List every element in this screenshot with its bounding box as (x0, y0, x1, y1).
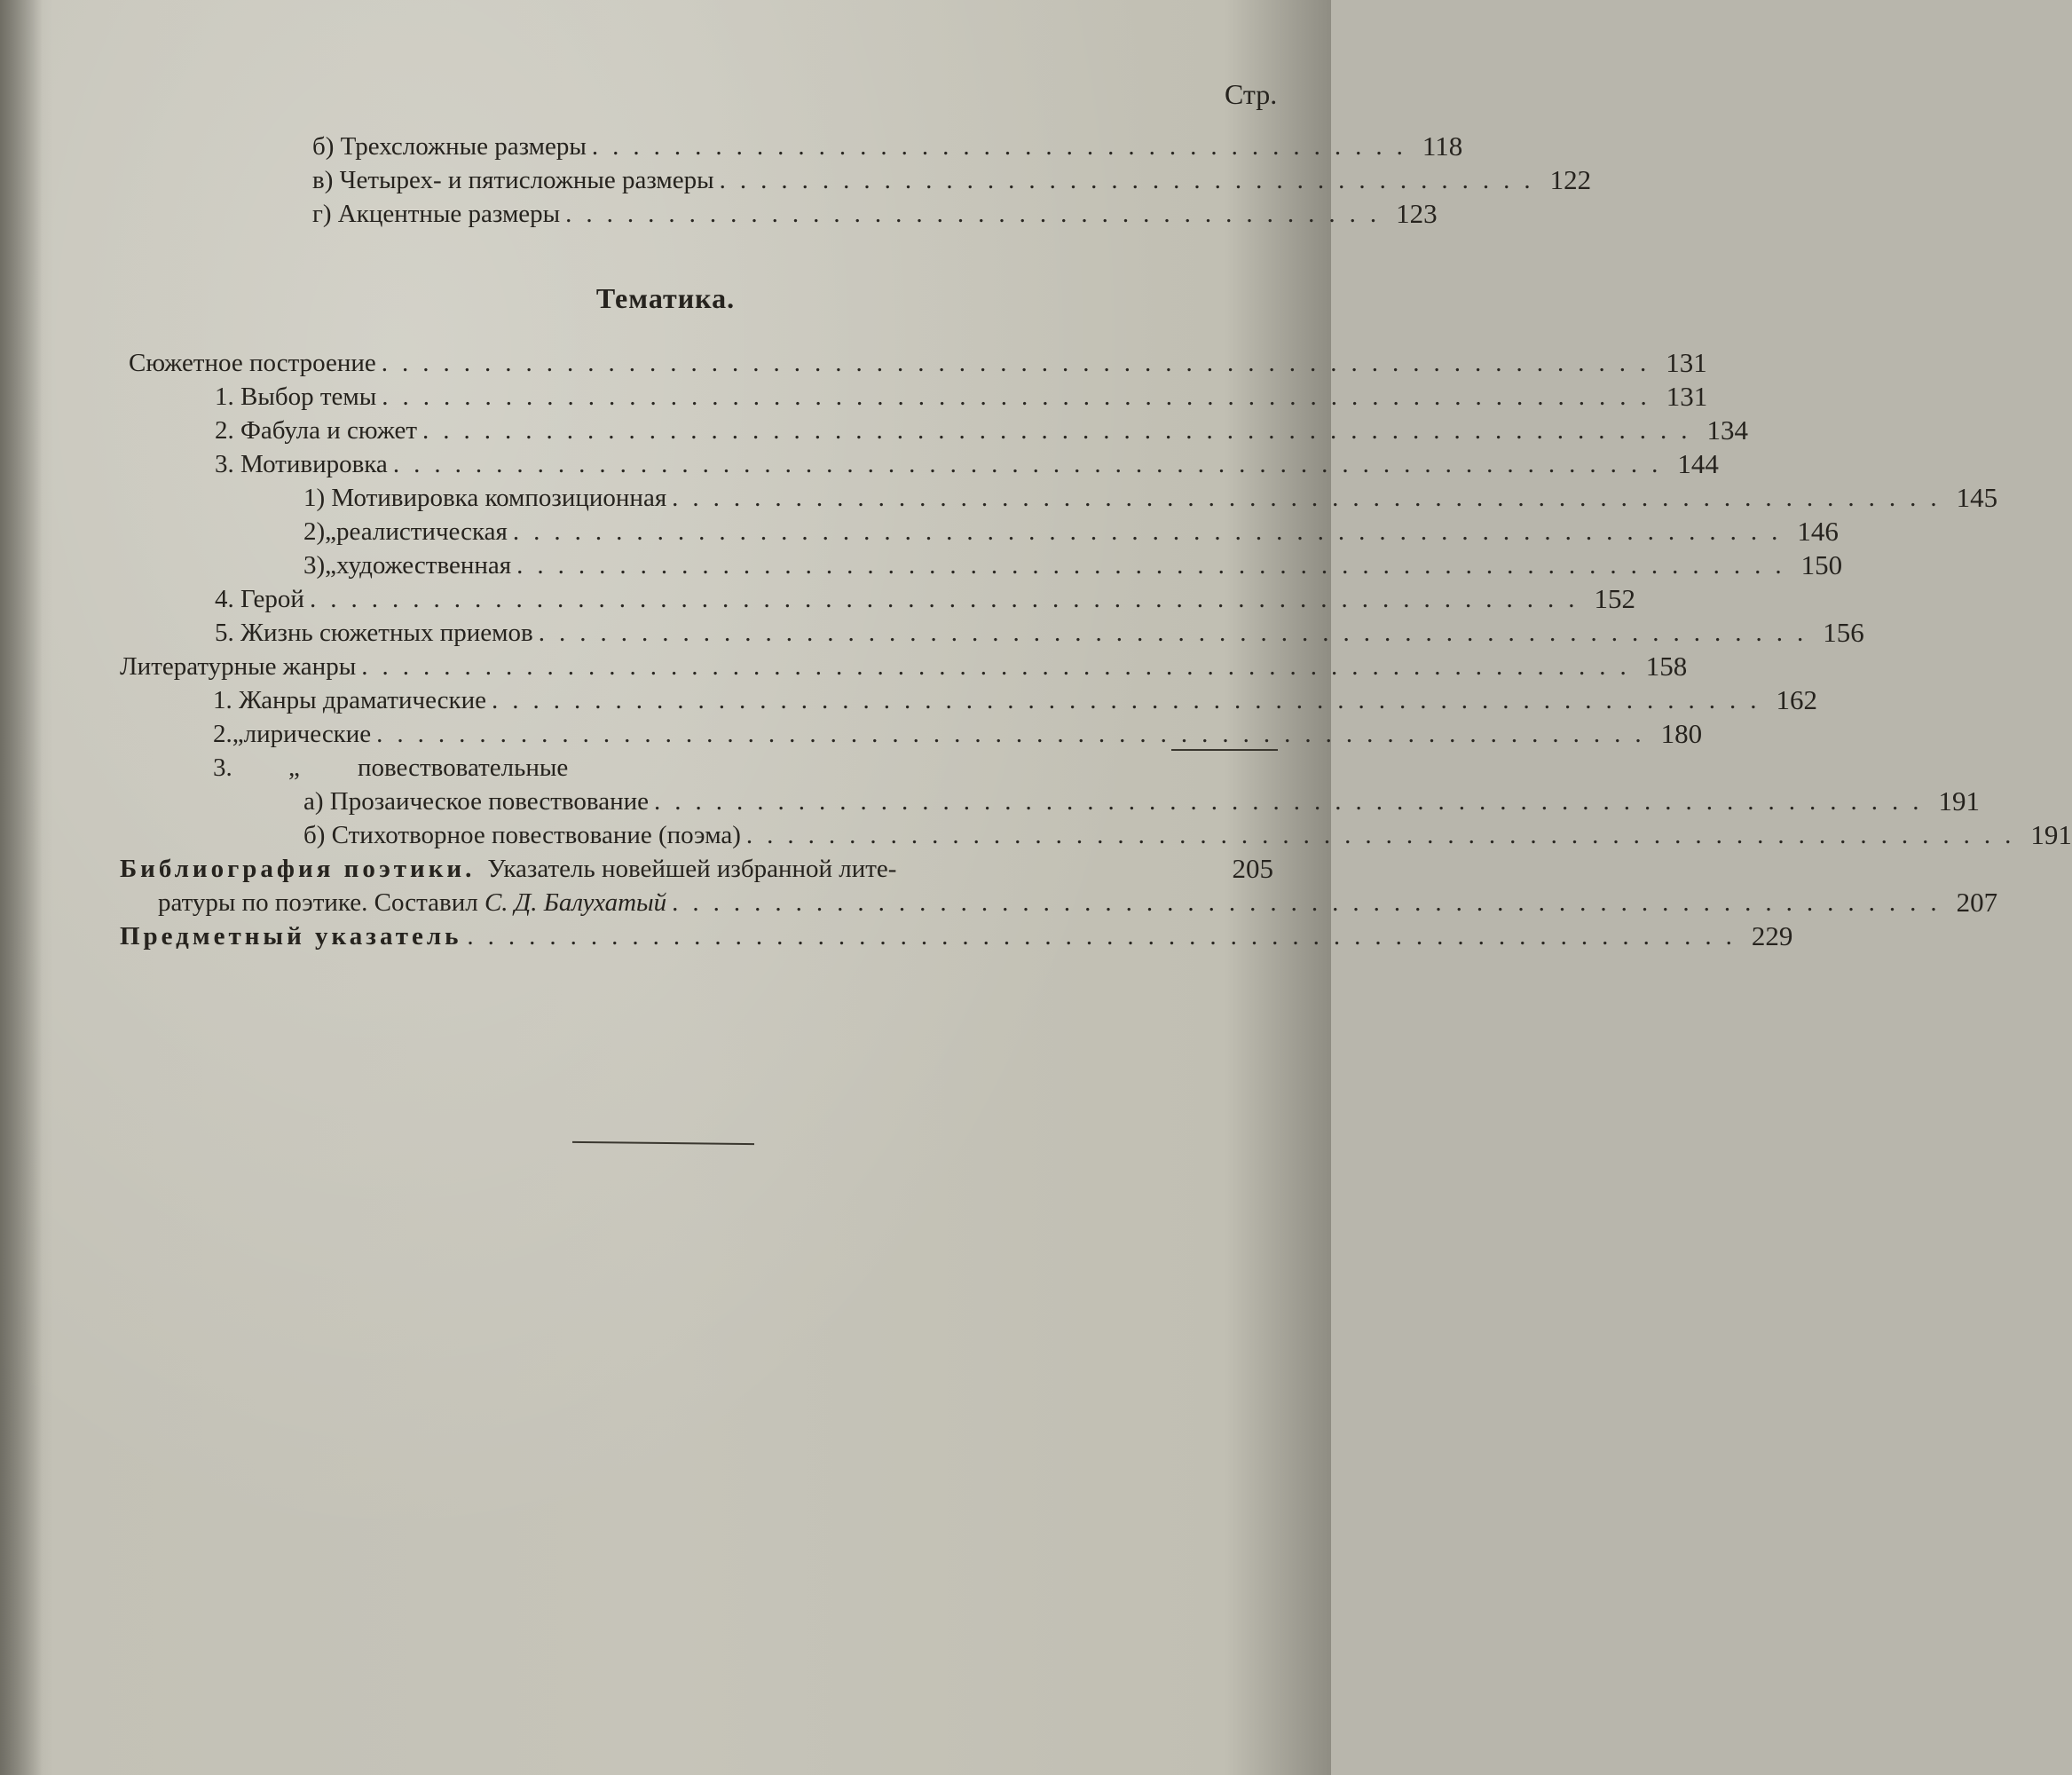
leader-dots: .............................................................. (538, 619, 1818, 647)
toc-entry-page: 150 (1800, 549, 1843, 580)
toc-entry-label: Сюжетное построение (129, 349, 376, 377)
toc-entry-motivation-realistic (303, 511, 1839, 547)
page-column-label: Стр. (1225, 78, 1278, 110)
toc-entry-four-five-syllable (312, 160, 1592, 195)
toc-entry-label: художественная (336, 551, 512, 580)
toc-entry-label: ратуры по поэтике. Составил (158, 888, 485, 917)
toc-entry-prose-narrative (303, 781, 1980, 816)
toc-entry-author: С. Д. Балухатый (484, 888, 667, 917)
toc-entry-label-spaced: Библиография поэтики. (120, 855, 476, 883)
toc-entry-hero (215, 579, 1635, 614)
toc-entry-number: 2. (213, 720, 232, 748)
leader-dots: .............................................................. (381, 349, 1661, 377)
ditto-mark: „ (325, 517, 337, 546)
toc-entry-page: 145 (1956, 482, 1998, 513)
toc-entry-page: 152 (1594, 583, 1635, 614)
toc-entry-label: 5. Жизнь сюжетных приемов (215, 619, 533, 647)
toc-entry-page: 180 (1660, 718, 1703, 749)
toc-entry-number: 3) (303, 551, 326, 580)
page-gutter-shadow (0, 0, 43, 1775)
toc-entry-trisyllabic (312, 126, 1463, 162)
toc-entry-page: 122 (1549, 164, 1592, 195)
toc-entry-plot-devices-life (215, 612, 1864, 648)
toc-entry-label: Литературные жанры (120, 652, 357, 681)
leader-dots: .............................................................. (516, 551, 1796, 580)
toc-entry-page: 156 (1823, 617, 1864, 648)
leader-dots: .............................................................. (382, 383, 1661, 411)
toc-entry-page: 162 (1776, 684, 1818, 715)
toc-entry-number: 2) (303, 517, 326, 546)
toc-entry-label: б) Стихотворное повествование (поэма) (303, 821, 741, 849)
toc-entry-label: 1. Выбор темы (215, 383, 377, 411)
toc-entry-theme-choice (215, 376, 1708, 412)
toc-entry-label: в) Четырех- и пятисложные размеры (312, 166, 714, 194)
leader-dots: .............................................................. (672, 484, 1951, 512)
toc-entry-label: 4. Герой (215, 585, 304, 613)
leader-dots: ........................................ (591, 132, 1417, 161)
toc-entry-page: 229 (1751, 920, 1793, 951)
toc-entry-label: лирические (243, 720, 372, 748)
toc-entry-page: 207 (1956, 887, 1998, 918)
toc-entry-label: а) Прозаическое повествование (303, 787, 649, 816)
leader-dots: .............................................................. (376, 720, 1656, 748)
leader-dots: .............................................................. (512, 517, 1792, 546)
toc-entry-accentual (312, 193, 1438, 229)
toc-entry-page: 158 (1645, 651, 1688, 682)
toc-entry-bibliography-cont (158, 882, 1998, 918)
section-heading: Тематика. (595, 282, 736, 314)
toc-entry-fabula (215, 410, 1749, 446)
toc-entry-page: 123 (1396, 198, 1438, 229)
leader-dots: .............................................................. (309, 585, 1589, 613)
toc-entry-genres (120, 646, 1688, 682)
toc-entry-page: 131 (1666, 381, 1708, 412)
leader-dots: .............................................................. (745, 821, 2026, 849)
toc-entry-label: повествовательные (358, 753, 569, 782)
toc-entry-plot (129, 343, 1707, 378)
toc-entry-verse-narrative (303, 815, 2072, 850)
toc-entry-label: б) Трехсложные размеры (312, 132, 587, 161)
toc-entry-motivation (215, 444, 1719, 479)
toc-entry-page: 205 (1232, 853, 1273, 884)
toc-entry-label: 1) Мотивировка композиционная (303, 484, 667, 512)
toc-entry-number: 3. (213, 753, 232, 782)
toc-entry-page: 131 (1666, 347, 1707, 378)
toc-entry-label: 1. Жанры драматические (213, 686, 487, 714)
toc-entry-label: 3. Мотивировка (215, 450, 388, 478)
toc-entry-narrative (213, 747, 1273, 783)
leader-dots: .............................................................. (653, 787, 1934, 816)
toc-entry-motivation-compositional (303, 477, 1998, 513)
end-rule (572, 1141, 754, 1145)
toc-entry-page: 134 (1706, 414, 1749, 446)
toc-entry-subject-index (120, 916, 1793, 951)
toc-entry-bibliography (120, 848, 1273, 884)
toc-entry-lyric (213, 714, 1703, 749)
ditto-mark: „ (288, 753, 300, 782)
ditto-mark: „ (325, 551, 337, 580)
toc-entry-page: 144 (1677, 448, 1719, 479)
leader-dots: .............................................................. (492, 686, 1771, 714)
toc-entry-label-spaced: Предметный указатель (120, 922, 462, 951)
leader-dots: .............................................................. (361, 652, 1641, 681)
handwritten-underline (1171, 749, 1278, 751)
toc-entry-page: 146 (1797, 516, 1839, 547)
leader-dots: .............................................................. (422, 416, 1702, 445)
toc-entry-drama (213, 680, 1818, 715)
toc-entry-label: реалистическая (336, 517, 508, 546)
toc-entry-label: Указатель новейшей избранной лите- (487, 855, 897, 883)
leader-dots: .............................................................. (467, 922, 1746, 951)
leader-dots: .............................................................. (392, 450, 1673, 478)
toc-entry-page: 191 (1938, 785, 1980, 816)
leader-dots: .............................................................. (672, 888, 1951, 917)
toc-entry-page: 191 (2030, 819, 2072, 850)
leader-dots: ........................................ (719, 166, 1545, 194)
ditto-mark: „ (232, 720, 244, 748)
toc-entry-page: 118 (1422, 130, 1463, 162)
toc-entry-label: 2. Фабула и сюжет (215, 416, 418, 445)
toc-entry-label: г) Акцентные размеры (312, 200, 561, 228)
toc-entry-motivation-artistic (303, 545, 1843, 580)
leader-dots: ........................................ (565, 200, 1391, 228)
